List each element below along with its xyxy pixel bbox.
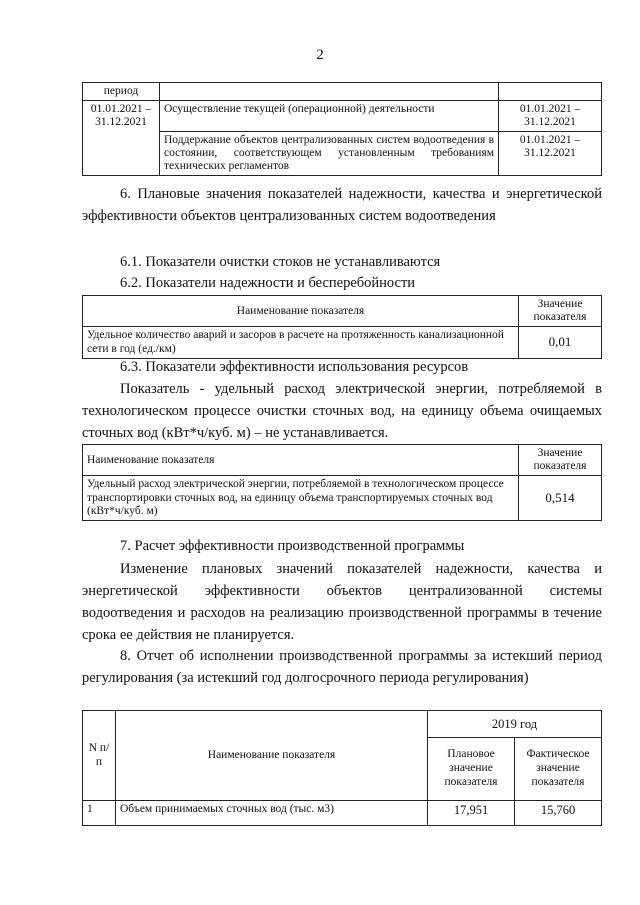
reliability-table — [82, 295, 602, 359]
indicator-name: Объем принимаемых сточных вод (тыс. м3) — [116, 801, 428, 826]
period-table — [82, 82, 602, 176]
indicator-name: Удельное количество аварий и засоров в расчете на протяженность канализационной сети в год (ед./км) — [83, 327, 519, 358]
fact-value: 15,760 — [515, 801, 602, 826]
column-header-name: Наименование показателя — [83, 296, 519, 327]
section-6-3-text: Показатель - удельный расход электрической энергии, потребляемой в технологическом процессе очистки сточных вод, на единицу объема очищаемых сточных вод (кВт*ч/куб. м) – не устанавливается. — [82, 381, 602, 441]
row-number: 1 — [83, 801, 116, 826]
energy-table — [82, 444, 602, 521]
column-header-fact: Фактическое значение показателя — [515, 738, 602, 801]
period-cell: 01.01.2021 – 31.12.2021 — [83, 100, 160, 175]
section-7-heading: 7. Расчет эффективности производственной программы — [120, 538, 465, 554]
table-row — [83, 131, 602, 175]
column-header-value: Значение показателя — [519, 296, 602, 327]
table-row — [83, 801, 602, 826]
section-8-heading: 8. Отчет об исполнении производственной программы за истекший период регулирования (за истекший год долгосрочного периода регулирования) — [82, 648, 602, 686]
section-6-3: 6.3. Показатели эффективности использования ресурсов — [120, 359, 469, 375]
column-header-name: Наименование показателя — [83, 445, 519, 476]
dates-cell: 01.01.2021 – 31.12.2021 — [499, 100, 602, 131]
page-number: 2 — [316, 47, 324, 63]
period-header-empty — [160, 83, 499, 101]
column-header-name: Наименование показателя — [116, 711, 428, 801]
table-row — [83, 476, 602, 521]
column-header-plan: Плановое значение показателя — [428, 738, 515, 801]
dates-cell: 01.01.2021 – 31.12.2021 — [499, 131, 602, 175]
section-6-2: 6.2. Показатели надежности и бесперебойности — [120, 275, 416, 291]
report-table — [82, 710, 602, 826]
period-header: период — [83, 83, 160, 101]
indicator-name: Удельный расход электрической энергии, потребляемой в технологическом процессе транспортировки сточных вод, на единицу объема транспортируемых сточных вод (кВт*ч/куб. м) — [83, 476, 519, 521]
column-header-value: Значение показателя — [519, 445, 602, 476]
section-6-1: 6.1. Показатели очистки стоков не устанавливаются — [120, 254, 441, 270]
table-row — [83, 100, 602, 131]
column-header-n: N п/п — [83, 711, 116, 801]
period-header-empty-2 — [499, 83, 602, 101]
activity-cell: Поддержание объектов централизованных систем водоотведения в состоянии, соответствующем установленным требованиям технических регламентов — [160, 131, 499, 175]
indicator-value: 0,514 — [519, 476, 602, 521]
plan-value: 17,951 — [428, 801, 515, 826]
year-header: 2019 год — [428, 711, 602, 738]
activity-cell: Осуществление текущей (операционной) деятельности — [160, 100, 499, 131]
section-6-heading: 6. Плановые значения показателей надежности, качества и энергетической эффективности объектов централизованных систем водоотведения — [82, 186, 602, 224]
table-row — [83, 327, 602, 358]
indicator-value: 0,01 — [519, 327, 602, 358]
section-7-text: Изменение плановых значений показателей надежности, качества и энергетической эффективности объектов централизованной системы водоотведения и расходов на реализацию производственной программы в течение срока ее действия не планируется. — [82, 561, 602, 643]
